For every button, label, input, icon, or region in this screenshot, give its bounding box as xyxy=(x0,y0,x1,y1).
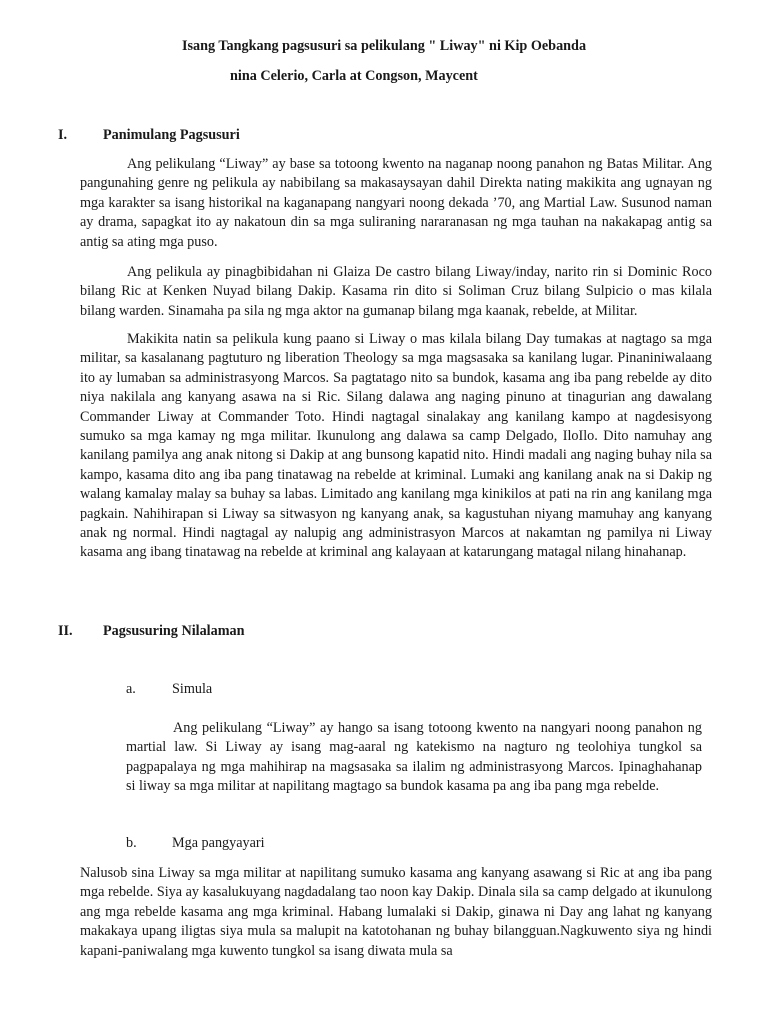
document-authors: nina Celerio, Carla at Congson, Maycent xyxy=(230,68,478,84)
paragraph-text: Ang pelikulang “Liway” ay hango sa isang totoong kwento na nangyari noong panahon ng martial law. Si Liway ay isang mag-aaral ng katekismo na nagturo ng teolohiya tungkol sa pagpapalaya ng mga mahihirap na magsasaka sa ilalim ng administrasyong Marcos. Ipinaghahanap si liway sa mga militar at napilitang magtago sa bundok kasama pa ang iba pang mga rebelde. xyxy=(126,720,702,795)
paragraph-text: Ang pelikula ay pinagbibidahan ni Glaiza De castro bilang Liway/inday, narito rin si Dominic Roco bilang Ric at Kenken Nuyad bilang Dakip. Kasama rin dito si Soliman Cruz bilang Sulpicio o mas kilala bilang warden. Sinamaha pa sila ng mga aktor na gumanap bilang mga kaanak, rebelde, at Militar. xyxy=(80,264,712,319)
paragraph xyxy=(80,263,712,321)
subsection-letter: a. xyxy=(126,681,136,697)
paragraph-text: Ang pelikulang “Liway” ay base sa totoong kwento na naganap noong panahon ng Batas Militar. Ang pangunahing genre ng pelikula ay nabibilang sa makasaysayan dahil Direkta nating makikita ang ugnayan ng mga karakter sa isang historikal na kaganapang nangyari noong dekada ’70, ang Martial Law. Susunod naman ay drama, sapagkat ito ay nakatoun din sa mga suliraning nararanasan ng mga tauhan na nakakapag antig sa antig sa ating mga puso. xyxy=(80,156,712,250)
subsection-title: Simula xyxy=(172,681,213,697)
section-number: II. xyxy=(58,623,73,639)
subsection-letter: b. xyxy=(126,835,137,851)
paragraph xyxy=(126,719,702,797)
section-title: Pagsusuring Nilalaman xyxy=(103,623,245,639)
paragraph-text: Nalusob sina Liway sa mga militar at napilitang sumuko kasama ang kanyang asawang si Ric at ang iba pang mga rebelde. Siya ay kasalukuyang nagdadalang tao noon kay Dakip. Dinala sila sa camp delgado at ikunulong ang mga rebelde kasama ang mga kriminal. Habang lumalaki si Dakip, ginawa ni Day ang lahat ng kanyang makakaya upang iligtas siya mula sa malupit na katotohanan ng buhay bilangguan.Nagkuwento siya ng hindi kapani-paniwalang mga kuwento tungkol sa isang diwata mula sa xyxy=(80,865,712,959)
section-title: Panimulang Pagsusuri xyxy=(103,127,240,143)
subsection-title: Mga pangyayari xyxy=(172,835,265,851)
document-title: Isang Tangkang pagsusuri sa pelikulang " Liway" ni Kip Oebanda xyxy=(181,38,587,54)
paragraph xyxy=(80,155,712,252)
paragraph xyxy=(80,330,712,563)
paragraph-text: Makikita natin sa pelikula kung paano si Liway o mas kilala bilang Day tumakas at nagtago sa mga militar, sa kasalanang pagtuturo ng liberation Theology sa mga magsasaka sa kanilang lugar. Pinaniniwalaang ito ay lumaban sa administrasyong Marcos. Sa pagtatago nito sa bundok, kasama ang iba pang rebelde ay dito niya nakilala ang kanyang asawa na si Ric. Silang dalawa ang naging pinuno at tinagurian ang dawalang Commander Liway at Commander Toto. Hindi nagtagal sinalakay ang kanilang kampo at nagdesisyong sumuko sa mga kamay ng mga militar. Ikunulong ang dalawa sa camp Delgado, IloIlo. Dito namuhay ang kanilang pamilya ang anak nitong si Dakip at ang bunsong kapatid nito. Hindi madali ang naging buhay nila sa kampo, kasama dito ang iba pang tinatawag na rebelde at kriminal. Lumaki ang kanilang anak na si Dakip ng walang kamalay malay sa buhay sa labas. Limitado ang kanilang mga kinikilos at pati na rin ang kanilang mga pagkain. Nahihirapan si Liway sa sitwasyon ng kanyang anak, sa kagustuhan niyang mamuhay ang kanyang anak ng normal. Hindi nagtagal ay nalupig ang administrasyon Marcos at nakamtan ng pamilya ni Liway kasama ang ibang tinatawag na rebelde at kriminal ang kalayaan at katarungang matagal nilang hinahanap. xyxy=(80,331,712,561)
paragraph xyxy=(80,864,712,964)
section-number: I. xyxy=(58,127,68,143)
